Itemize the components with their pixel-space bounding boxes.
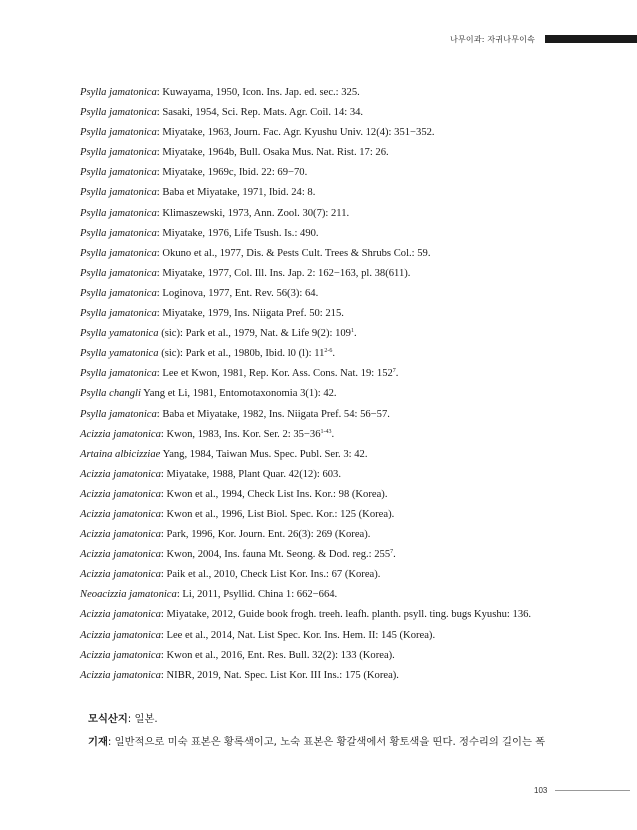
citation-text: (sic): Park et al., 1980b, Ibid. l0 (l): 11 (158, 348, 325, 360)
description-label: 기재 (88, 736, 108, 748)
citation-text: : Kwon, 2004, Ins. fauna Mt. Seong. & Dod. reg.: 255 (160, 549, 391, 561)
taxon-name: Psylla jamatonica (80, 267, 157, 279)
citation-text: : Kwon et al., 1994, Check List Ins. Kor.: 98 (Korea). (160, 488, 388, 500)
taxon-name: Psylla jamatonica (80, 308, 157, 320)
taxon-name: Acizzia jamatonica (80, 529, 161, 541)
page-number: 103 (534, 786, 548, 795)
page-footer (534, 786, 630, 795)
citation-text: : Miyatake, 1976, Life Tsush. Is.: 490. (156, 227, 319, 239)
taxon-name: Artaina albicizziae (80, 448, 161, 460)
citation-text: : Loginova, 1977, Ent. Rev. 56(3): 64. (156, 287, 319, 299)
reference-entry (80, 288, 620, 308)
taxon-name: Acizzia jamatonica (80, 649, 161, 661)
citation-end: . (332, 348, 336, 360)
reference-entry (80, 368, 620, 388)
reference-entry (80, 248, 620, 268)
taxon-name: Psylla jamatonica (80, 187, 157, 199)
citation-text: : Kwon et al., 1996, List Biol. Spec. Kor.: 125 (Korea). (160, 508, 395, 520)
synonymy-list (80, 87, 620, 690)
citation-end: . (393, 549, 396, 561)
citation-superscript: 1 (350, 328, 354, 335)
reference-entry (80, 429, 620, 449)
taxon-name: Acizzia jamatonica (80, 488, 161, 500)
citation-text: : Miyatake, 1969c, Ibid. 22: 69−70. (156, 167, 308, 179)
reference-entry (80, 609, 620, 629)
citation-text: : Kuwayama, 1950, Icon. Ins. Jap. ed. sec.: 325. (156, 87, 360, 98)
citation-text: Yang, 1984, Taiwan Mus. Spec. Publ. Ser. 3: 42. (160, 448, 368, 460)
citation-text: : Miyatake, 1963, Journ. Fac. Agr. Kyushu Univ. 12(4): 351−352. (156, 127, 435, 139)
reference-entry (80, 670, 620, 690)
reference-entry (80, 348, 620, 368)
running-header-title: 나무이과: 자귀나무이속 (450, 34, 535, 44)
taxon-name: Psylla jamatonica (80, 167, 157, 179)
running-header (450, 33, 637, 45)
citation-text: : Klimaszewski, 1973, Ann. Zool. 30(7): 211. (156, 207, 350, 219)
taxon-name: Acizzia jamatonica (80, 569, 161, 581)
reference-entry (80, 107, 620, 127)
taxon-name: Psylla jamatonica (80, 207, 157, 219)
reference-entry (80, 449, 620, 469)
taxon-name: Psylla jamatonica (80, 147, 157, 159)
reference-entry (80, 268, 620, 288)
citation-end: . (353, 328, 357, 340)
reference-entry (80, 529, 620, 549)
citation-text: : NIBR, 2019, Nat. Spec. List Kor. III Ins.: 175 (Korea). (160, 669, 399, 681)
taxon-name: Acizzia jamatonica (80, 629, 161, 641)
reference-entry (80, 87, 620, 107)
reference-entry (80, 509, 620, 529)
reference-entry (80, 127, 620, 147)
taxon-name: Acizzia jamatonica (80, 669, 161, 681)
citation-end: . (331, 428, 335, 440)
citation-text: : Lee et al., 2014, Nat. List Spec. Kor. Ins. Hem. II: 145 (Korea). (160, 629, 436, 641)
reference-entry (80, 589, 620, 609)
citation-text: : Miyatake, 1964b, Bull. Osaka Mus. Nat. Rist. 17: 26. (156, 147, 389, 159)
reference-entry (80, 167, 620, 187)
taxon-name: Acizzia jamatonica (80, 508, 161, 520)
taxon-name: Psylla yamatonica (80, 328, 159, 340)
taxon-name: Psylla jamatonica (80, 287, 157, 299)
citation-text: : Park, 1996, Kor. Journ. Ent. 26(3): 269 (Korea). (160, 529, 371, 541)
citation-text: : Kwon, 1983, Ins. Kor. Ser. 2: 35−36 (160, 428, 321, 440)
citation-text: : Okuno et al., 1977, Dis. & Pests Cult. Trees & Shrubs Col.: 59. (156, 247, 431, 259)
citation-superscript: 1-43 (320, 428, 332, 435)
citation-text: : Baba et Miyatake, 1971, Ibid. 24: 8. (156, 187, 316, 199)
reference-entry (80, 308, 620, 328)
citation-text: : Miyatake, 1988, Plant Quar. 42(12): 603. (160, 468, 341, 480)
reference-entry (80, 569, 620, 589)
citation-superscript: 7 (392, 368, 396, 375)
citation-text: : Baba et Miyatake, 1982, Ins. Niigata Pref. 54: 56−57. (156, 408, 390, 420)
citation-text: : Miyatake, 1977, Col. Ill. Ins. Jap. 2: 162−163, pl. 38(611). (156, 267, 411, 279)
taxon-name: Psylla yamatonica (80, 348, 159, 360)
header-bar (545, 35, 637, 43)
type-locality (88, 710, 158, 725)
reference-entry (80, 630, 620, 650)
citation-text: (sic): Park et al., 1979, Nat. & Life 9(2): 109 (158, 328, 351, 340)
reference-entry (80, 469, 620, 489)
taxon-name: Acizzia jamatonica (80, 428, 161, 440)
footer-line (555, 790, 630, 791)
taxon-name: Psylla jamatonica (80, 107, 157, 119)
reference-entry (80, 328, 620, 348)
reference-entry (80, 147, 620, 167)
taxon-name: Psylla changli (80, 388, 141, 400)
citation-superscript: 7 (390, 549, 394, 556)
reference-entry (80, 208, 620, 228)
taxon-name: Psylla jamatonica (80, 247, 157, 259)
taxon-name: Psylla jamatonica (80, 408, 157, 420)
taxon-name: Psylla jamatonica (80, 127, 157, 139)
type-locality-label: 모식산지 (88, 713, 128, 725)
citation-text: : Sasaki, 1954, Sci. Rep. Mats. Agr. Coil. 14: 34. (156, 107, 364, 119)
taxon-name: Psylla jamatonica (80, 227, 157, 239)
citation-end: . (395, 368, 399, 380)
reference-entry (80, 388, 620, 408)
citation-text: : Paik et al., 2010, Check List Kor. Ins.: 67 (Korea). (160, 569, 381, 581)
reference-entry (80, 228, 620, 248)
citation-text: : Miyatake, 2012, Guide book frogh. treeh. leafh. planth. psyll. ting. bugs Kyushu: 136. (160, 609, 532, 621)
citation-text: Yang et Li, 1981, Entomotaxonomia 3(1): 42. (140, 388, 337, 400)
reference-entry (80, 549, 620, 569)
citation-text: : Miyatake, 1979, Ins. Niigata Pref. 50: 215. (156, 308, 344, 320)
taxon-name: Psylla jamatonica (80, 368, 157, 380)
citation-text: : Li, 2011, Psyllid. China 1: 662−664. (176, 589, 338, 601)
taxon-name: Acizzia jamatonica (80, 468, 161, 480)
reference-entry (80, 650, 620, 670)
type-locality-text: : 일본. (127, 713, 158, 725)
taxon-name: Acizzia jamatonica (80, 609, 161, 621)
reference-entry (80, 187, 620, 207)
taxon-name: Acizzia jamatonica (80, 549, 161, 561)
description-text: : 일반적으로 미숙 표본은 황록색이고, 노숙 표본은 황갈색에서 황토색을 띤다. 정수리의 길이는 폭 (107, 736, 546, 748)
description (88, 733, 545, 748)
reference-entry (80, 409, 620, 429)
citation-text: : Kwon et al., 2016, Ent. Res. Bull. 32(2): 133 (Korea). (160, 649, 395, 661)
reference-entry (80, 489, 620, 509)
taxon-name: Psylla jamatonica (80, 87, 157, 98)
citation-superscript: 2-6 (324, 348, 333, 355)
citation-text: : Lee et Kwon, 1981, Rep. Kor. Ass. Cons. Nat. 19: 152 (156, 368, 393, 380)
taxon-name: Neoacizzia jamatonica (80, 589, 177, 601)
